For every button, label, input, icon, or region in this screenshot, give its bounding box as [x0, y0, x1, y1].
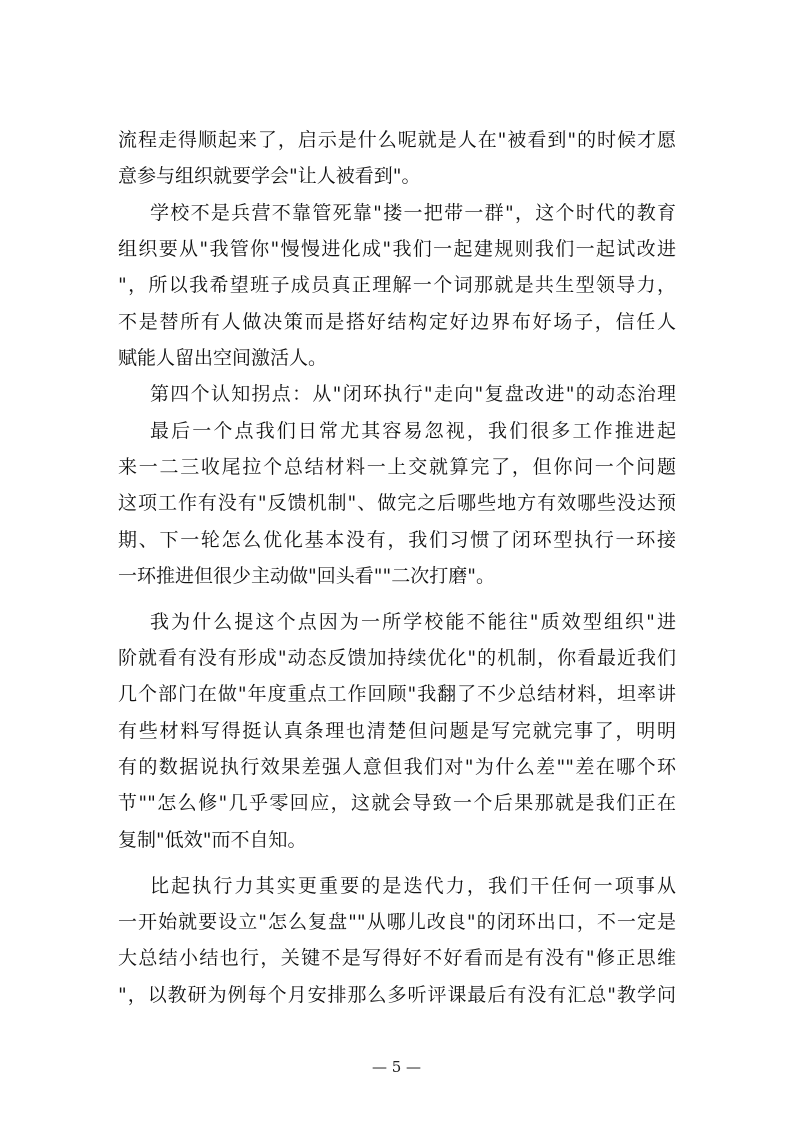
heading-line: 第四个认知拐点：从"闭环执行"走向"复盘改进"的动态治理	[150, 383, 676, 406]
text-line: 阶就看有没有形成"动态反馈加持续优化"的机制，你看最近我们	[118, 647, 676, 670]
text-line: 来一二三收尾拉个总结材料一上交就算完了，但你问一个问题	[118, 455, 676, 478]
text-line: "，所以我希望班子成员真正理解一个词那就是共生型领导力，	[118, 274, 676, 297]
text-line: "，以教研为例每个月安排那么多听评课最后有没有汇总"教学问	[118, 983, 676, 1006]
text-line: 复制"低效"而不自知。	[118, 828, 307, 851]
text-line: 有些材料写得挺认真条理也清楚但问题是写完就完事了，明明	[118, 719, 676, 742]
text-line: 赋能人留出空间激活人。	[118, 346, 328, 369]
text-line: 组织要从"我管你"慢慢进化成"我们一起建规则我们一起试改进	[118, 237, 676, 260]
text-line: 期、下一轮怎么优化基本没有，我们习惯了闭环型执行一环接	[118, 528, 676, 551]
text-line: 一开始就要设立"怎么复盘""从哪儿改良"的闭环出口，不一定是	[118, 910, 676, 933]
paragraph	[118, 868, 676, 1013]
text-line: 流程走得顺起来了，启示是什么呢就是人在"被看到"的时候才愿	[118, 129, 676, 151]
text-line: 最后一个点我们日常尤其容易忽视，我们很多工作推进起	[150, 419, 676, 442]
text-line: 不是替所有人做决策而是搭好结构定好边界布好场子，信任人	[118, 310, 676, 333]
text-line: 这项工作有没有"反馈机制"、做完之后哪些地方有效哪些没达预	[118, 492, 676, 515]
text-line: 节""怎么修"几乎零回应，这就会导致一个后果那就是我们正在	[118, 792, 676, 815]
paragraph	[118, 122, 676, 195]
text-line: 一环推进但很少主动做"回头看""二次打磨"。	[118, 564, 495, 587]
page-number: — 5 —	[371, 1058, 422, 1076]
text-line: 学校不是兵营不靠管死靠"搂一把带一群"，这个时代的教育	[150, 201, 676, 224]
section-heading	[118, 376, 676, 412]
text-line: 有的数据说执行效果差强人意但我们对"为什么差""差在哪个环	[118, 756, 676, 779]
paragraph	[118, 413, 676, 595]
text-line: 几个部门在做"年度重点工作回顾"我翻了不少总结材料，坦率讲	[118, 683, 676, 706]
paragraph	[118, 604, 676, 858]
text-line: 我为什么提这个点因为一所学校能不能往"质效型组织"进	[150, 610, 676, 633]
document-body	[118, 122, 676, 1013]
text-line: 比起执行力其实更重要的是迭代力，我们干任何一项事从	[150, 874, 676, 897]
text-line: 意参与组织就要学会"让人被看到"。	[118, 165, 421, 188]
text-line: 大总结小结也行，关键不是写得好不好看而是有没有"修正思维	[118, 947, 676, 970]
paragraph	[118, 195, 676, 377]
